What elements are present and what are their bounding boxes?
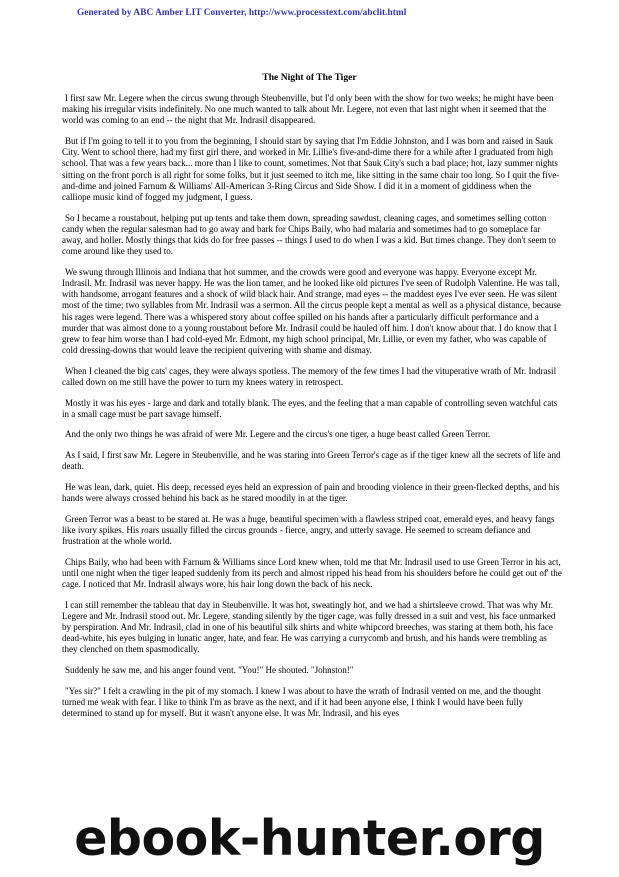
paragraph: Green Terror was a beast to be stared at. He was a huge, beautiful specimen with a flawless striped coat, emerald eyes, and heavy fangs like ivory spikes. His roars usually filled the circus grounds - fierce, angry, and utterly savage. He seemed to scream defiance and frustration at the whole world.	[62, 513, 555, 547]
paragraph: As I said, I first saw Mr. Legere in Steubenville, and he was staring into Green Terror's cage as if the tiger knew all the secrets of life and death.	[62, 450, 561, 472]
paragraph: "Yes sir?" I felt a crawling in the pit of my stomach. I knew I was about to have the wrath of Indrasil vented on me, and the thought turned me weak with fear. I like to think I'm as brave as the next, and if it had been anyone else, I think I would have been fully determined to stand up for myself. But it wasn't anyone else. It was Mr. Indrasil, and his eyes	[62, 685, 541, 719]
chapter-title: The Night of The Tiger	[262, 72, 357, 83]
paragraph: So I became a roustabout, helping put up tents and take them down, spreading sawdust, cleaning cages, and sometimes selling cotton candy when the regular salesman had to go away and bark for Chips Baily, who had malaria and sometimes had to go someplace far away, and holler. Mostly things that kids do for free passes -- things I used to do when I was a kid. But times change. They don't seem to come around like they used to.	[62, 212, 556, 257]
paragraph: He was lean, dark, quiet. His deep, recessed eyes held an expression of pain and brooding violence in their green-flecked depths, and his hands were always crossed behind his back as he stared moodily in at the tiger.	[62, 481, 560, 504]
paragraph: Suddenly he saw me, and his anger found vent. "You!" He shouted. "Johnston!"	[65, 665, 354, 676]
paragraph: I first saw Mr. Legere when the circus swung through Steubenville, but I'd only been with the show for two weeks; he might have been making his irregular visits indefinitely. No one much wanted to talk about Mr. Legere, not even that last night when it seemed that the world was coming to an end -- the night that Mr. Indrasil disappeared.	[62, 93, 554, 126]
paragraph: I can still remember the tableau that day in Steubenville. It was hot, sweatingly hot, and we had a shirtsleeve crowd. That was why Mr. Legere and Mr. Indrasil stood out. Mr. Legere, standing silently by the tiger cage, was fully dressed in a suit and vest, his face unmarked by perspiration. And Mr. Indrasil, clad in one of his beautiful silk shirts and white whipcord breeches, was staring at them both, his face dead-white, his eyes bulging in lunatic anger, hate, and fear. He was carrying a currycomb and brush, and his hands were trembling as they clenched on them spasmodically.	[62, 599, 556, 655]
paragraph: When I cleaned the big cats' cages, they were always spotless. The memory of the few times I had the vituperative wrath of Mr. Indrasil called down on me still have the power to turn my knees watery in retrospect.	[62, 365, 557, 388]
paragraph: And the only two things he was afraid of were Mr. Legere and the circus's one tiger, a huge beast called Green Terror.	[65, 429, 491, 440]
converter-link[interactable]: Generated by ABC Amber LIT Converter, http://www.processtext.com/abclit.html	[77, 8, 407, 18]
paragraph: We swung through Illinois and Indiana that hot summer, and the crowds were good and everyone was happy. Everyone except Mr. Indrasil. Mr. Indrasil was never happy. He was the lion tamer, and he looked like old pictures I've seen of Rudolph Valentine. He was tall, with handsome, arrogant features and a shock of wild black hair. And strange, mad eyes -- the maddest eyes I've ever seen. He was silent most of the time; two syllables from Mr. Indrasil was a sermon. All the circus people kept a mental as well as a physical distance, because his rages were legend. There was a whispered story about coffee spilled on his hands after a particularly difficult performance and a murder that was almost done to a young roustabout before Mr. Indrasil could be hauled off him. I don't know about that. I do know that I grew to fear him worse than I had cold-eyed Mr. Edmont, my high school principal, Mr. Lillie, or even my father, who was capable of cold dressing-downs that would leave the recipient quivering with shame and dismay.	[62, 266, 561, 356]
body-text	[62, 93, 562, 729]
paragraph: Chips Baily, who had been with Farnum & Williams since Lord knew when, told me that Mr. Indrasil used to use Green Terror in his act, until one night when the tiger leaped suddenly from its perch and almost ripped his head from his shoulders before he could get out of' the cage. I noticed that Mr. Indrasil always wore, his hair long down the back of his neck.	[62, 556, 562, 590]
paragraph: Mostly it was his eyes - large and dark and totally blank. The eyes, and the feeling that a man capable of controlling seven watchful cats in a small cage must be part savage himself.	[62, 397, 558, 419]
paragraph: But if I'm going to tell it to you from the beginning, I should start by saying that I'm Eddie Johnston, and I was born and raised in Sauk City. Went to school there, had my first girl there, and worked in Mr. Lillie's five-and-dime there for a while after I graduated from high school. That was a few years back... more than I like to count, sometimes. Not that Sauk City's such a bad place; hot, lazy summer nights sitting on the front porch is all right for some folks, but it just seemed to itch me, like sitting in the same chair too long. So I quit the five-and-dime and joined Farnum & Williams' All-American 3-Ring Circus and Side Show. I did it in a moment of giddiness when the calliope music kind of fogged my judgment, I guess.	[62, 136, 560, 203]
watermark: ebook-hunter.org	[74, 810, 545, 867]
